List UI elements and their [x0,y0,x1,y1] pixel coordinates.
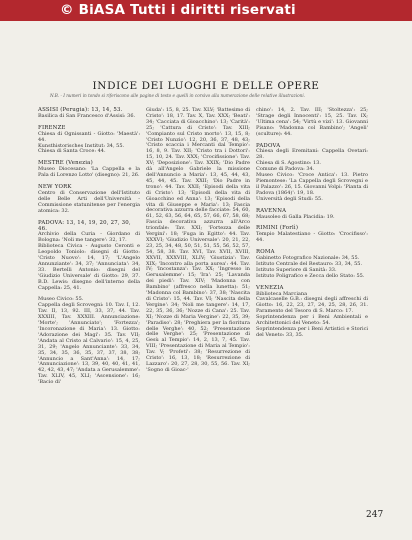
location-heading: RAVENNA [256,207,287,214]
location-heading: RIMINI (Forlì) [256,225,299,232]
index-entry: Biblioteca Marciana [256,290,308,297]
index-entry: Università degli Studi: 55. [256,195,323,202]
index-entry: Museo Diocesano: 'La Cappella e la Pala di Lorenzo Lotto' (disegno): 21, 26. [38,166,140,179]
index-entry: Centro di Conservazione dell'Istituto delle Belle Arti dell'Università - Commissione statunitense per l'energia atomica: 32. [38,189,140,214]
index-entry: Cappella degli Scrovegni: 10. Tav. I, 12. Tav. II, 13, 92. III, 33, 37, 44. Tav. XXXIII, Tav. XXXIII. Annunciazione: 'Morte'; 'Annunciato'; 'Fortezza'; 'Incoronazione di Maria': 13. Giotto: 'Adorazione dei Magi': 35. Tav. VII; 'Andata al Cristo al Calvario': 15, 4, 25, 31, 29; 'Angelo Annunciante': 33, 34, 35, 34, 35, 36, 35, 37, 37, 38, 38; 'Annuncio a Sant'Anna': 14, 17; 'Annunciazione': 13, 39, 40, 40, 41, 41, 42, 42, 43, 47; 'Andata a Gerusalemme': Tav. XLIV, 45, XLI; 'Ascensione': 16; 'Bacio di' [38,302,140,386]
watermark-text: © BiASA Tutti i diritti riservati [60,2,296,18]
location-heading: MESTRE (Venezia) [38,160,93,167]
index-entry: Museo Civico: 55. [38,296,84,303]
index-entry: Comune di Padova: 34. [256,166,315,173]
index-entry: Museo Civico: 'Croce Antica': 13. Pietro Piemontese: 'La Cappella degli Scrovegni e il Palazzo': 26, 15. Giovanni Volpi: 'Pianta di Padova (1864)': 19, 18. [256,172,368,196]
index-column-right [256,108,368,339]
index-entry: Gabinetto Fotografico Nazionale: 34, 55. [256,255,360,262]
index-entry: Soprintendenza per i Beni Ambientali e Architettonici del Veneto: 54. [256,314,368,327]
index-entry: Archivio della Curia - Giordano di Bologna: 'Noli me tangere': 32, 17. [38,231,140,244]
index-entry: Giuda': 15, 8, 25. Tav. XLV; 'Battesimo di Cristo': 18, 17. Tav. X, Tav. XXX; 'Beati': 34; 'Cacciata di Gioacchino': 13; 'Carità': 25; 'Cattura di Cristo': Tav. XIII; 'Compianto sul Cristo morto': 13, 15, 8; 'Cristo Nunzio': 12, 20, 36, 37, 48, 43; 'Cristo scaccia i Mercanti dal Tempio': 16, 8, 9. Tav. XII; 'Cristo tra i Dottori': 15, 10, 24. Tav. XXX; 'Crocifissione': Tav. XV; 'Deposizione': Tav. XXIX; 'Dio Padre dà all'Angelo Gabriele la missione dell'Annuncio a Maria': 13, 45, 44, 43, 45, 44, 45. Tav. XXII; 'Dio Padre in trono': 44. Tav. XXII; 'Episodi della vita di Cristo': 13; 'Episodi della vita di Gioacchino ed Anna': 13; 'Episodi della vita di Giuseppe e Maria': 13; Fascia decorativa azzurra delle facciate: 54, 60, 61, 52, 63, 56, 64, 65, 57, 66, 67, 58, 68; Fascia decorativa azzurra all'Arco trionfale: Tav. XXI; 'Fortezza delle Vergini': 18; 'Fuga in Egitto': 44. Tav. XXXVI; 'Giudizio Universale': 20, 21, 22, 23, 25, 34, 48, 50, 51, 51, 55, 56, 52, 57, 54, 58, 38. Tav. XVI, Tav. XVII, XVIII, XXVII, XXXVIII, XLIV; 'Giustizia': Tav. XIX; 'Incontro alla porta aurea': 44. Tav. IV; 'Incostanza': Tav. XX; 'Ingresso in Gerusalemme': 15; 'Ira': 25; 'Lavanda dei piedi': Tav. XIV; 'Madonna con Bambino' (affresco nella lunetta): 51; 'Madonna col Bambino': 37, 38; 'Nascita di Cristo': 15, 44. Tav. VI; 'Nascita della Vergine': 34; 'Noli me tangere': 14, 17, 22, 35, 36, 36; 'Nozze di Cana': 25. Tav. XI; 'Nozze di Maria Vergine': 22, 35, 39; 'Paradiso': 28; 'Preghiera per la fioritura delle Verghe': 40, 52; 'Presentazione delle Verghe': 25; 'Presentazione di Gesù al Tempio': 14, 2, 13, 7, 45. Tav. VIII; 'Presentazione di Maria al Tempio': Tav. V; 'Profeti': 38; 'Resurrezione di Cristo': 16, 13, 18; 'Resurrezione di Lazzaro': 20, 27, 28, 30, 55, 56. Tav. XI; 'Sogno di Gioac-' [146,107,250,373]
index-entry: Basilica di San Francesco d'Assisi: 36. [38,112,136,119]
index-entry: Chiesa degli Eremitani: Cappella Ovetari: 28. [256,148,368,161]
index-entry: Chiesa di Santa Croce: 44. [38,148,106,155]
index-entry: Istituto Centrale del Restauro: 33, 34, 55. [256,260,363,267]
index-entry: chino': 14, 2. Tav. III; 'Stoltezza': 25; 'Strage degli Innocenti': 15, 25. Tav. IX; 'Ultima cena': 54; 'Virtù e vizi': 13. Giovanni Pisano: 'Madonna col Bambino'; 'Angeli' (sculture): 44. [256,107,368,137]
location-heading: PADOVA [256,142,281,149]
index-entry: Chiesa di S. Agostino: 13. [256,160,322,167]
index-entry: Istituto Superiore di Sanità: 33. [256,266,337,273]
location-heading: VENEZIA [256,284,284,291]
index-entry: Chiesa di Ognissanti - Giotto: 'Maestà': 44. [38,130,140,143]
index-entry: Biblioteca Civica - Augusto Ceronti e Leopoldo Toniolo: disegni di Giotto: 'Cristo Nuovo': 14, 17; 'L'Angelo Annunziante': 34, 37; 'Annunciata': 34, 33. Bertelli Antonio: disegni del 'Giudizio Universale' di Giotto: 29, 37. B.D. Lewis: disegno dell'interno della Cappella: 25, 41. [38,243,140,291]
index-entry: Mausoleo di Galla Placidia: 19. [256,213,335,220]
page-title: INDICE DEI LUOGHI E DELLE OPERE [92,80,320,92]
index-note: N.B. - I numeri in tondo si riferiscono alle pagine di testo e quelli in corsivo alla numerazione delle relative illustrazioni. [50,93,305,98]
index-column-middle [146,108,250,374]
index-column-left [38,108,140,386]
page-number: 247 [366,510,384,520]
index-entry: Tempio Malatestiano - Giotto: 'Crocifisso': 44. [256,231,368,244]
index-entry: Soprintendenza per i Beni Artistici e Storici del Veneto: 33, 35. [256,326,368,338]
location-heading: FIRENZE [38,124,66,131]
location-heading: ROMA [256,249,275,256]
location-heading: PADOVA: 13, 14, 19, 20, 27, 30, 46. [38,219,131,232]
location-heading: ASSISI (Perugia): 13, 14, 53. [38,107,123,113]
location-heading: NEW YORK [38,184,72,191]
index-entry: Istituto Poligrafico e Zecca dello Stato: 55. [256,272,365,279]
index-entry: Cavalcaselle G.B.: disegni degli affreschi di Giotto: 16, 22, 23, 27, 24, 25, 28, 26, 31. Paramento del Tesoro di S. Marco: 17. [256,296,368,315]
watermark-banner [0,0,412,21]
index-entry: Kunsthistorisches Institut: 34, 55. [38,142,125,149]
